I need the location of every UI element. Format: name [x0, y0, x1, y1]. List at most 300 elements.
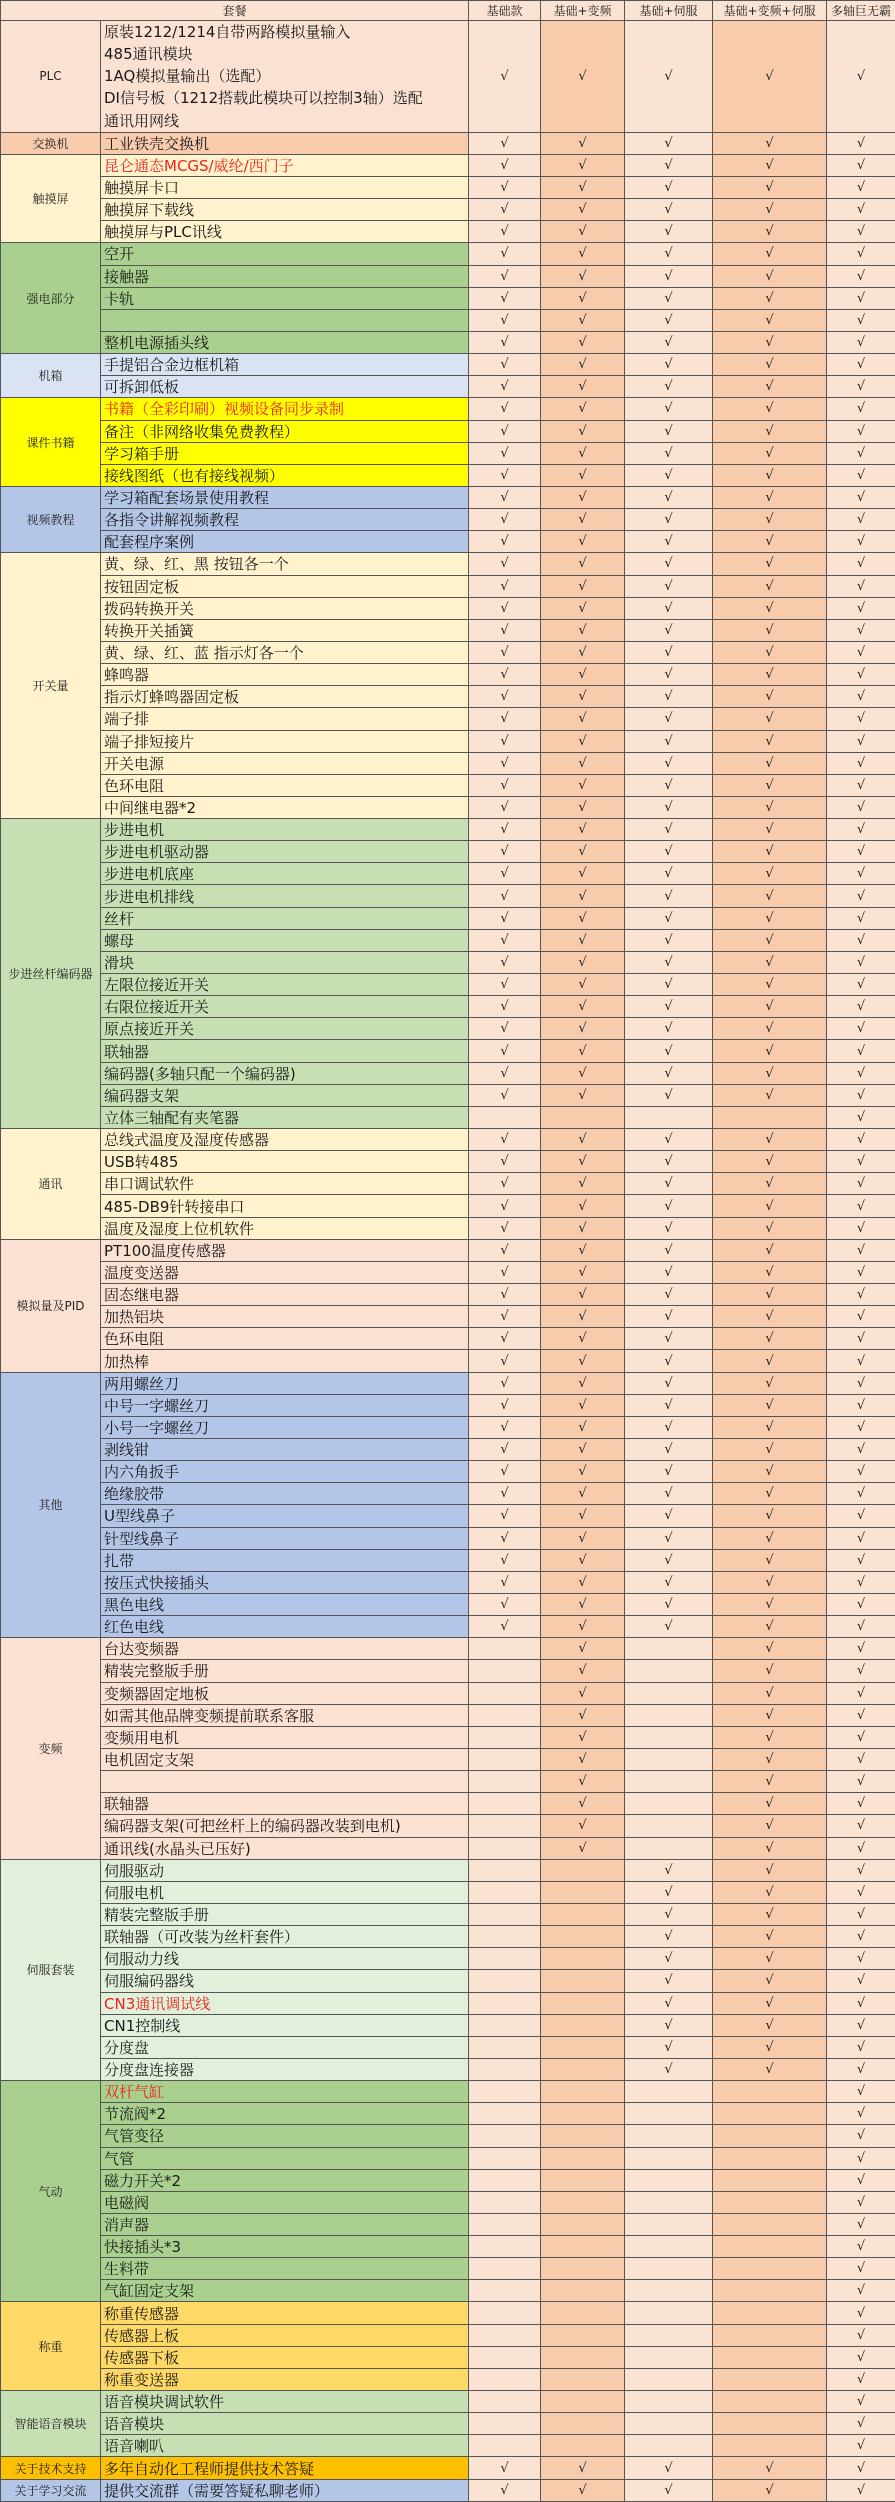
check-cell: √	[713, 664, 827, 686]
check-cell: √	[713, 885, 827, 907]
check-cell: √	[625, 1394, 713, 1416]
table-row	[1, 1261, 895, 1283]
check-cell: √	[541, 1416, 625, 1438]
table-row	[1, 1483, 895, 1505]
check-cell: √	[625, 2479, 713, 2501]
table-row	[1, 2413, 895, 2435]
check-cell: √	[827, 442, 895, 464]
item-label: 通讯用网线	[104, 110, 468, 132]
check-cell: √	[827, 619, 895, 641]
check-cell: √	[713, 176, 827, 198]
check-cell: √	[469, 1416, 541, 1438]
check-cell: √	[541, 354, 625, 376]
item-cell: 编码器(多轴只配一个编码器)	[101, 1062, 469, 1084]
check-cell: √	[713, 1793, 827, 1815]
check-cell: √	[713, 1151, 827, 1173]
check-cell: √	[713, 1372, 827, 1394]
check-cell: √	[827, 1394, 895, 1416]
check-cell: √	[827, 1593, 895, 1615]
table-row	[1, 2457, 895, 2479]
item-cell: 接线图纸（也有接线视频）	[101, 464, 469, 486]
check-cell: √	[541, 1439, 625, 1461]
table-row	[1, 1439, 895, 1461]
table-row	[1, 2368, 895, 2390]
item-cell	[101, 309, 469, 331]
check-cell	[625, 1726, 713, 1748]
check-cell: √	[827, 1992, 895, 2014]
check-cell	[541, 2391, 625, 2413]
check-cell: √	[625, 1129, 713, 1151]
check-cell: √	[541, 1682, 625, 1704]
check-cell: √	[541, 1704, 625, 1726]
check-cell: √	[625, 486, 713, 508]
check-cell: √	[469, 287, 541, 309]
check-cell: √	[713, 1748, 827, 1770]
check-cell	[625, 2391, 713, 2413]
check-cell: √	[827, 1527, 895, 1549]
check-cell: √	[625, 2058, 713, 2080]
check-cell: √	[713, 1926, 827, 1948]
check-cell: √	[469, 951, 541, 973]
check-cell	[469, 2302, 541, 2324]
check-cell: √	[827, 2014, 895, 2036]
check-cell: √	[713, 553, 827, 575]
check-cell: √	[541, 664, 625, 686]
item-cell: 按压式快接插头	[101, 1571, 469, 1593]
check-cell: √	[625, 398, 713, 420]
table-row	[1, 2147, 895, 2169]
check-cell: √	[713, 619, 827, 641]
check-cell: √	[625, 376, 713, 398]
check-cell: √	[827, 2368, 895, 2390]
check-cell: √	[469, 885, 541, 907]
check-cell: √	[827, 907, 895, 929]
check-cell: √	[827, 1461, 895, 1483]
check-cell: √	[625, 243, 713, 265]
check-cell: √	[541, 243, 625, 265]
check-cell: √	[625, 1616, 713, 1638]
table-row	[1, 730, 895, 752]
item-cell: 触摸屏卡口	[101, 176, 469, 198]
check-cell: √	[713, 2014, 827, 2036]
item-cell: 加热铝块	[101, 1306, 469, 1328]
check-cell: √	[541, 1084, 625, 1106]
check-cell: √	[827, 951, 895, 973]
check-cell	[625, 1682, 713, 1704]
table-row	[1, 1571, 895, 1593]
table-row	[1, 1173, 895, 1195]
table-row	[1, 243, 895, 265]
check-cell	[469, 1881, 541, 1903]
check-cell: √	[827, 2169, 895, 2191]
check-cell: √	[827, 597, 895, 619]
check-cell	[541, 2324, 625, 2346]
check-cell: √	[827, 1372, 895, 1394]
check-cell	[625, 2125, 713, 2147]
check-cell: √	[541, 597, 625, 619]
check-cell: √	[713, 420, 827, 442]
table-row	[1, 1926, 895, 1948]
check-cell: √	[827, 132, 895, 154]
category-cell: 关于技术支持	[1, 2457, 101, 2479]
check-cell: √	[541, 509, 625, 531]
check-cell: √	[541, 1571, 625, 1593]
check-cell	[625, 1106, 713, 1128]
check-cell: √	[541, 730, 625, 752]
item-cell: CN1控制线	[101, 2014, 469, 2036]
check-cell: √	[827, 2302, 895, 2324]
table-row	[1, 2435, 895, 2457]
item-cell: 消声器	[101, 2213, 469, 2235]
check-cell	[469, 2391, 541, 2413]
check-cell: √	[469, 1483, 541, 1505]
table-row	[1, 176, 895, 198]
check-cell	[713, 2302, 827, 2324]
check-cell: √	[625, 1173, 713, 1195]
check-cell: √	[541, 199, 625, 221]
check-cell: √	[625, 1284, 713, 1306]
table-row	[1, 1948, 895, 1970]
item-cell: 磁力开关*2	[101, 2169, 469, 2191]
check-cell: √	[827, 154, 895, 176]
check-cell: √	[713, 575, 827, 597]
table-row	[1, 199, 895, 221]
check-cell: √	[541, 176, 625, 198]
check-cell: √	[713, 1549, 827, 1571]
check-cell: √	[827, 509, 895, 531]
item-cell: 编码器支架	[101, 1084, 469, 1106]
item-cell: 通讯线(水晶头已压好)	[101, 1837, 469, 1859]
check-cell: √	[625, 597, 713, 619]
item-cell: 串口调试软件	[101, 1173, 469, 1195]
item-cell: 节流阀*2	[101, 2103, 469, 2125]
category-cell: 开关量	[1, 553, 101, 819]
check-cell	[469, 1106, 541, 1128]
check-cell: √	[625, 1859, 713, 1881]
item-cell: 电磁阀	[101, 2191, 469, 2213]
item-cell: 语音模块	[101, 2413, 469, 2435]
item-cell: 剥线钳	[101, 1439, 469, 1461]
check-cell: √	[625, 1217, 713, 1239]
check-cell: √	[713, 398, 827, 420]
check-cell: √	[827, 1239, 895, 1261]
check-cell: √	[541, 420, 625, 442]
table-row	[1, 1505, 895, 1527]
check-cell: √	[713, 1593, 827, 1615]
item-cell: 传感器下板	[101, 2346, 469, 2368]
check-cell: √	[713, 1638, 827, 1660]
check-cell: √	[625, 885, 713, 907]
check-cell: √	[625, 1593, 713, 1615]
check-cell: √	[625, 132, 713, 154]
check-cell	[469, 2014, 541, 2036]
check-cell: √	[469, 1284, 541, 1306]
check-cell	[541, 2081, 625, 2103]
check-cell: √	[541, 885, 625, 907]
check-cell: √	[713, 1616, 827, 1638]
check-cell	[469, 2169, 541, 2191]
check-cell	[469, 2147, 541, 2169]
check-cell: √	[827, 21, 895, 133]
check-cell	[541, 2147, 625, 2169]
check-cell: √	[469, 1350, 541, 1372]
item-cell: 小号一字螺丝刀	[101, 1416, 469, 1438]
table-row	[1, 287, 895, 309]
table-row	[1, 597, 895, 619]
check-cell: √	[541, 265, 625, 287]
item-cell: 语音模块调试软件	[101, 2391, 469, 2413]
table-row	[1, 1416, 895, 1438]
check-cell: √	[541, 2479, 625, 2501]
check-cell: √	[713, 1527, 827, 1549]
table-row	[1, 2302, 895, 2324]
check-cell: √	[469, 1505, 541, 1527]
check-cell: √	[625, 863, 713, 885]
table-row	[1, 1527, 895, 1549]
check-cell: √	[713, 1771, 827, 1793]
check-cell: √	[713, 1439, 827, 1461]
check-cell: √	[713, 863, 827, 885]
check-cell: √	[625, 420, 713, 442]
check-cell: √	[469, 619, 541, 641]
check-cell: √	[541, 575, 625, 597]
check-cell: √	[541, 1461, 625, 1483]
check-cell: √	[827, 531, 895, 553]
check-cell: √	[827, 1948, 895, 1970]
check-cell	[469, 1704, 541, 1726]
check-cell	[625, 1704, 713, 1726]
table-row	[1, 1084, 895, 1106]
check-cell: √	[713, 996, 827, 1018]
check-cell	[625, 2346, 713, 2368]
check-cell: √	[713, 1261, 827, 1283]
check-cell: √	[541, 531, 625, 553]
check-cell: √	[469, 1261, 541, 1283]
check-cell: √	[625, 1461, 713, 1483]
check-cell	[625, 2258, 713, 2280]
check-cell	[625, 2147, 713, 2169]
check-cell: √	[713, 243, 827, 265]
check-cell: √	[541, 442, 625, 464]
check-cell	[625, 2302, 713, 2324]
check-cell: √	[541, 1815, 625, 1837]
check-cell: √	[827, 708, 895, 730]
check-cell: √	[469, 1084, 541, 1106]
table-row	[1, 398, 895, 420]
check-cell: √	[469, 509, 541, 531]
check-cell: √	[625, 354, 713, 376]
check-cell: √	[827, 841, 895, 863]
check-cell: √	[625, 1372, 713, 1394]
check-cell: √	[827, 2479, 895, 2501]
check-cell: √	[713, 464, 827, 486]
table-row	[1, 686, 895, 708]
check-cell: √	[827, 2058, 895, 2080]
check-cell: √	[469, 841, 541, 863]
check-cell	[625, 2435, 713, 2457]
check-cell: √	[713, 1837, 827, 1859]
check-cell: √	[827, 2391, 895, 2413]
check-cell	[713, 2413, 827, 2435]
check-cell	[541, 1992, 625, 2014]
check-cell: √	[827, 287, 895, 309]
item-cell: 两用螺丝刀	[101, 1372, 469, 1394]
check-cell: √	[469, 199, 541, 221]
check-cell	[541, 2413, 625, 2435]
check-cell	[713, 2081, 827, 2103]
check-cell	[469, 2368, 541, 2390]
check-cell: √	[469, 376, 541, 398]
check-cell: √	[469, 974, 541, 996]
check-cell: √	[541, 796, 625, 818]
check-cell: √	[541, 1593, 625, 1615]
check-cell: √	[541, 1549, 625, 1571]
check-cell	[469, 2346, 541, 2368]
item-cell: 转换开关插簧	[101, 619, 469, 641]
check-cell: √	[541, 619, 625, 641]
item-cell: 滑块	[101, 951, 469, 973]
item-cell	[101, 1771, 469, 1793]
check-cell: √	[469, 464, 541, 486]
check-cell: √	[827, 2435, 895, 2457]
check-cell: √	[713, 1040, 827, 1062]
category-cell: 关于学习交流	[1, 2479, 101, 2501]
table-row	[1, 929, 895, 951]
check-cell	[469, 2258, 541, 2280]
check-cell: √	[713, 1416, 827, 1438]
header-col-multi-axis: 多轴巨无霸	[827, 1, 895, 21]
item-cell: 步进电机驱动器	[101, 841, 469, 863]
check-cell: √	[469, 531, 541, 553]
check-cell: √	[827, 331, 895, 353]
item-cell: 原点接近开关	[101, 1018, 469, 1040]
table-row	[1, 2213, 895, 2235]
check-cell	[469, 1903, 541, 1925]
item-cell: 学习箱手册	[101, 442, 469, 464]
table-row	[1, 1771, 895, 1793]
check-cell: √	[827, 1726, 895, 1748]
item-cell: 气管	[101, 2147, 469, 2169]
item-label: 1AQ模拟量输出（选配）	[104, 65, 468, 87]
check-cell: √	[713, 1903, 827, 1925]
check-cell: √	[625, 309, 713, 331]
check-cell: √	[827, 553, 895, 575]
check-cell: √	[625, 2014, 713, 2036]
table-row	[1, 1106, 895, 1128]
check-cell: √	[713, 1948, 827, 1970]
table-row	[1, 1660, 895, 1682]
item-cell: 备注（非网络收集免费教程）	[101, 420, 469, 442]
check-cell: √	[827, 2191, 895, 2213]
check-cell: √	[469, 21, 541, 133]
check-cell: √	[827, 2213, 895, 2235]
item-cell: 学习箱配套场景使用教程	[101, 486, 469, 508]
check-cell: √	[713, 442, 827, 464]
check-cell: √	[713, 531, 827, 553]
table-row	[1, 2058, 895, 2080]
table-row	[1, 354, 895, 376]
check-cell: √	[625, 331, 713, 353]
item-cell: 联轴器（可改装为丝杆套件）	[101, 1926, 469, 1948]
check-cell: √	[469, 730, 541, 752]
table-row	[1, 154, 895, 176]
check-cell: √	[827, 575, 895, 597]
check-cell	[541, 2169, 625, 2191]
check-cell: √	[625, 1306, 713, 1328]
table-body	[1, 21, 895, 2502]
check-cell	[541, 2058, 625, 2080]
item-cell: 伺服驱动	[101, 1859, 469, 1881]
item-cell: 分度盘连接器	[101, 2058, 469, 2080]
item-cell: 精装完整版手册	[101, 1660, 469, 1682]
item-cell: 开关电源	[101, 752, 469, 774]
check-cell	[469, 2324, 541, 2346]
table-row	[1, 2169, 895, 2191]
check-cell: √	[625, 509, 713, 531]
check-cell: √	[827, 2324, 895, 2346]
category-cell: 气动	[1, 2081, 101, 2302]
check-cell: √	[827, 1859, 895, 1881]
check-cell	[713, 2236, 827, 2258]
item-cell: 左限位接近开关	[101, 974, 469, 996]
table-row	[1, 1682, 895, 1704]
check-cell: √	[541, 1018, 625, 1040]
check-cell: √	[713, 951, 827, 973]
check-cell: √	[541, 331, 625, 353]
check-cell: √	[625, 619, 713, 641]
check-cell: √	[625, 1549, 713, 1571]
table-row	[1, 2280, 895, 2302]
check-cell: √	[713, 774, 827, 796]
table-row	[1, 996, 895, 1018]
item-cell: 称重传感器	[101, 2302, 469, 2324]
check-cell	[469, 2058, 541, 2080]
check-cell: √	[827, 199, 895, 221]
check-cell: √	[827, 1350, 895, 1372]
check-cell: √	[827, 1926, 895, 1948]
check-cell	[713, 2368, 827, 2390]
check-cell: √	[541, 1837, 625, 1859]
header-row	[1, 1, 895, 21]
check-cell: √	[713, 1970, 827, 1992]
check-cell: √	[827, 2147, 895, 2169]
item-cell: 按钮固定板	[101, 575, 469, 597]
check-cell: √	[827, 974, 895, 996]
table-row	[1, 819, 895, 841]
category-cell: 视频教程	[1, 486, 101, 552]
item-group-cell	[101, 21, 469, 133]
check-cell: √	[469, 309, 541, 331]
table-row	[1, 2081, 895, 2103]
check-cell: √	[713, 1505, 827, 1527]
check-cell: √	[625, 2036, 713, 2058]
check-cell: √	[713, 154, 827, 176]
category-cell: 变频	[1, 1638, 101, 1859]
table-row	[1, 1239, 895, 1261]
item-cell: 步进电机底座	[101, 863, 469, 885]
check-cell: √	[827, 1129, 895, 1151]
check-cell: √	[541, 1372, 625, 1394]
check-cell: √	[625, 929, 713, 951]
check-cell	[713, 2391, 827, 2413]
check-cell: √	[713, 2058, 827, 2080]
item-cell: 中间继电器*2	[101, 796, 469, 818]
table-row	[1, 1593, 895, 1615]
item-cell: 电机固定支架	[101, 1748, 469, 1770]
check-cell: √	[541, 1748, 625, 1770]
check-cell	[541, 2036, 625, 2058]
check-cell: √	[541, 1394, 625, 1416]
